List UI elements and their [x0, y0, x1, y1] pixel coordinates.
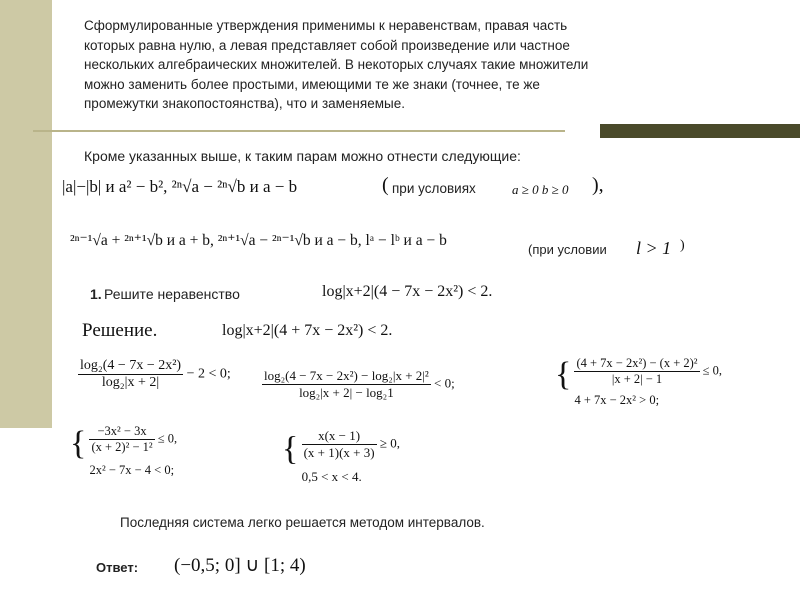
pairs-heading: Кроме указанных выше, к таким парам можно отнести следующие:: [84, 148, 521, 164]
step-2-denominator: log₂|x + 2| − log₂1: [299, 385, 394, 400]
intro-paragraph: [84, 16, 724, 114]
solution-label: Решение.: [82, 320, 158, 341]
task-number: 1.: [90, 286, 102, 302]
step-3-denominator: |x + 2| − 1: [611, 372, 663, 386]
step-4-numerator: −3x² − 3x: [89, 424, 154, 440]
intro-line-4: можно заменить более простыми, имеющими те же знаки (точнее, те же: [84, 76, 540, 92]
step-5-brace: {: [282, 430, 299, 468]
answer-label: Ответ:: [96, 560, 139, 575]
intro-line-5: промежутки знакопостоянства), что и заменяемые.: [84, 96, 405, 111]
step-1-tail: − 2 < 0;: [186, 366, 231, 382]
step-5-denominator: (x + 1)(x + 3): [303, 445, 375, 460]
step-3-numerator: (4 + 7x − 2x²) − (x + 2)²: [576, 356, 698, 370]
intro-line-1: Сформулированные утверждения применимы к неравенствам, правая часть: [84, 18, 568, 33]
step-1-denominator: log₂|x + 2|: [101, 375, 160, 390]
step-3-tail: ≤ 0,: [702, 363, 723, 378]
step-4-tail: ≤ 0,: [157, 431, 178, 446]
step-4-fraction: [89, 424, 154, 455]
step-3-fraction: [574, 356, 699, 387]
step-3-second: 4 + 7x − 2x² > 0;: [574, 393, 660, 407]
final-remark: Последняя система легко решается методом интервалов.: [120, 515, 485, 530]
intro-line-2: которых равна нулю, а левая представляет собой произведение или частное: [84, 37, 570, 53]
answer-value: (−0,5; 0] ∪ [1; 4): [174, 555, 306, 576]
condition-math-row1: a ≥ 0 b ≥ 0: [512, 182, 569, 197]
divider-bar: [600, 124, 800, 138]
step-5-fraction: [302, 428, 377, 461]
step-4-second: 2x² − 7x − 4 < 0;: [89, 463, 175, 477]
intro-line-3: нескольких алгебраических множителей. В некоторых случаях такие множители: [84, 57, 589, 72]
sidebar-strip: [0, 0, 52, 428]
step-2-fraction: [262, 368, 431, 401]
condition-label-row1: при условиях: [392, 181, 476, 196]
step-4-brace: {: [70, 424, 87, 462]
condition-open-paren: (: [382, 174, 389, 196]
step-5-second: 0,5 < x < 4.: [301, 469, 362, 484]
pair-formula-row1: |a|−|b| и a² − b², ²ⁿ√a − ²ⁿ√b и a − b: [62, 177, 298, 196]
step-4-denominator: (x + 2)² − 1²: [91, 440, 153, 454]
solution-restate: log|x+2|(4 + 7x − 2x²) < 2.: [222, 322, 393, 339]
step-1: [78, 358, 231, 391]
task-formula: log|x+2|(4 − 7x − 2x²) < 2.: [322, 283, 493, 300]
step-2-tail: < 0;: [434, 375, 455, 391]
task-label: Решите неравенство: [104, 286, 240, 302]
step-2-numerator: log₂(4 − 7x − 2x²) − log₂|x + 2|²: [264, 368, 429, 383]
step-1-fraction: [78, 358, 183, 391]
condition-label-row2: (при условии: [528, 242, 607, 257]
step-5-tail: ≥ 0,: [379, 435, 400, 451]
step-5: [282, 428, 400, 485]
condition-close-row2: ): [680, 238, 685, 253]
condition-close-paren: ),: [592, 174, 604, 196]
step-5-numerator: x(x − 1): [302, 428, 377, 445]
divider-line: [33, 130, 565, 132]
step-2: [262, 368, 455, 401]
step-3-brace: {: [555, 355, 572, 393]
step-1-numerator: log₂(4 − 7x − 2x²): [80, 358, 182, 373]
condition-math-row2: l > 1: [636, 238, 672, 258]
step-4: [70, 424, 177, 478]
pair-formula-row2: ²ⁿ⁻¹√a + ²ⁿ⁺¹√b и a + b, ²ⁿ⁺¹√a − ²ⁿ⁻¹√b и a − b, lᵃ − lᵇ и a − b: [70, 232, 447, 249]
step-3: [555, 356, 722, 408]
